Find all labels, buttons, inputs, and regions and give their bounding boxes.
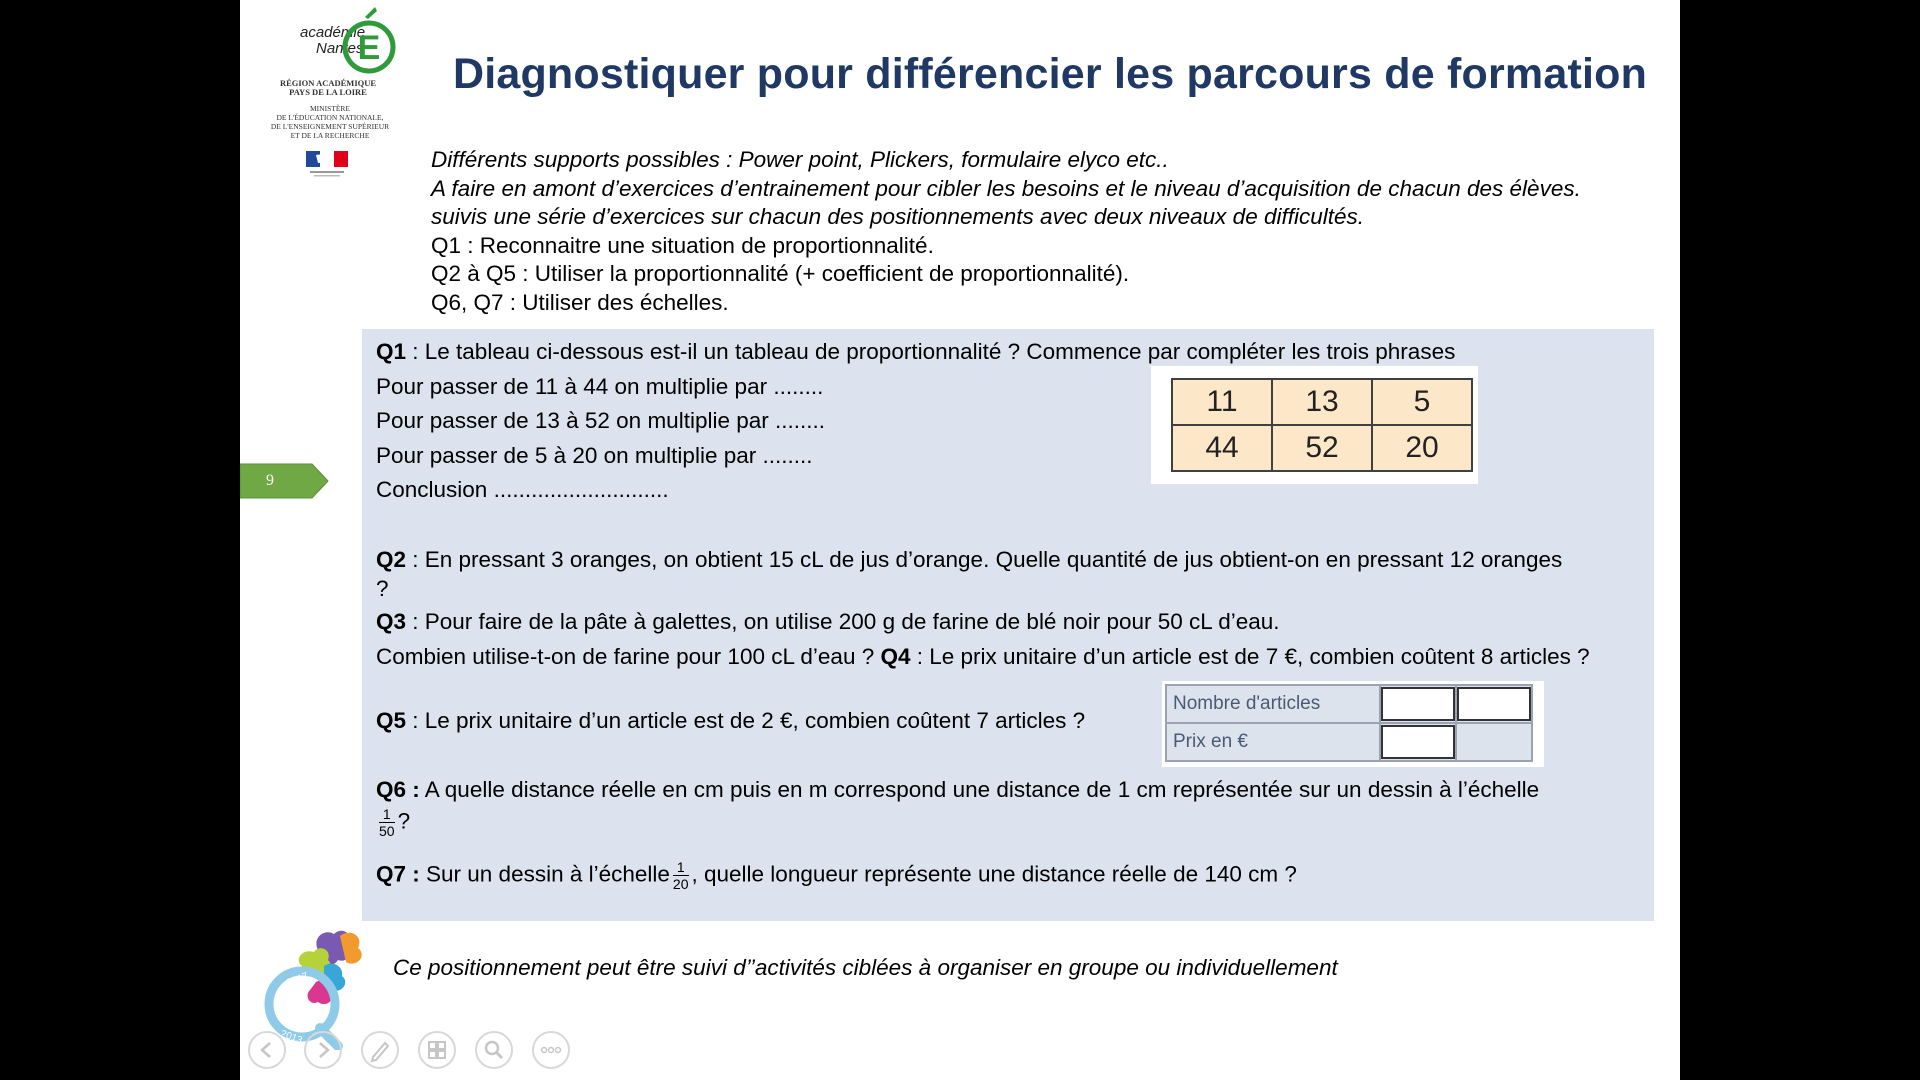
q5-label: Q5 (376, 708, 407, 733)
question-1 (376, 337, 1646, 366)
q6-label: Q6 : (376, 777, 420, 802)
chevron-left-icon (250, 1033, 284, 1067)
zoom-button[interactable] (475, 1031, 513, 1069)
q3-text: : Pour faire de la pâte à galettes, on utilise 200 g de farine de blé noir pour 50 cL d’eau. (406, 609, 1280, 634)
price-table-cell (1380, 723, 1456, 761)
academie-logo (240, 0, 440, 190)
fraction-denominator: 20 (672, 876, 689, 892)
logo-ministry-line4: ET DE LA RECHERCHE (290, 131, 370, 140)
q7-text-continued: , quelle longueur représente une distance réelle de 140 cm ? (691, 861, 1297, 887)
proportionality-table (1151, 366, 1478, 484)
q2-text: : En pressant 3 oranges, on obtient 15 cL de jus d’orange. Quelle quantité de jus obtient-on en pressant 12 oranges ? (376, 547, 1563, 601)
q1-line-c: Pour passer de 5 à 20 on multiplie par ........ (376, 443, 813, 468)
more-options-button[interactable] (532, 1031, 570, 1069)
slides-grid-icon (420, 1033, 454, 1067)
q6-text: A quelle distance réelle en cm puis en m correspond une distance de 1 cm représentée sur un dessin à l’échelle (419, 777, 1540, 802)
q3-text-continued: Combien utilise-t-on de farine pour 100 cL d’eau ? (376, 644, 881, 669)
scale-fraction (673, 859, 689, 892)
q4-label: Q4 (880, 644, 911, 669)
price-table-cell (1456, 685, 1532, 723)
slide-number: 9 (266, 472, 274, 489)
magnifier-icon (477, 1033, 511, 1067)
question-3 (376, 607, 1576, 636)
price-table-cell (1456, 723, 1532, 761)
q1-text: : Le tableau ci-dessous est-il un tableau de proportionnalité ? Commence par compléter les trois phrases (406, 339, 1456, 364)
q7-text: Sur un dessin à l’échelle (419, 861, 670, 887)
pen-icon (363, 1033, 397, 1067)
question-7 (376, 859, 1656, 892)
table-cell: 44 (1172, 425, 1272, 471)
question-2 (376, 545, 1576, 603)
table-cell: 52 (1272, 425, 1372, 471)
intro-description: A faire en amont d’exercices d’entrainement pour cibler les besoins et le niveau d’acquisition de chacun des élèves. suivis une série d’exercices sur chacun des positionnements avec deux niveaux de difficultés. (431, 175, 1581, 230)
previous-slide-button[interactable] (248, 1031, 286, 1069)
intro-q6-q7: Q6, Q7 : Utiliser des échelles. (431, 289, 729, 315)
table-cell: 11 (1172, 379, 1272, 425)
q1-line-a: Pour passer de 11 à 44 on multiplie par ........ (376, 374, 824, 399)
q1-conclusion: Conclusion ............................ (376, 477, 669, 502)
logo-ministry-line2: DE L'ÉDUCATION NATIONALE, (276, 113, 384, 122)
scale-fraction (379, 806, 395, 839)
q6-fraction-line (376, 806, 410, 839)
price-table-row-label: Prix en € (1166, 723, 1380, 761)
q4-text: : Le prix unitaire d’un article est de 7 €, combien coûtent 8 articles ? (910, 644, 1590, 669)
marianne-flag-icon (306, 151, 350, 179)
logo-academie-word: académie (300, 24, 366, 41)
q1-line-b: Pour passer de 13 à 52 on multiplie par ........ (376, 408, 826, 433)
table-cell: 20 (1372, 425, 1472, 471)
pen-tool-button[interactable] (361, 1031, 399, 1069)
q5-text: : Le prix unitaire d’un article est de 2 €, combien coûtent 7 articles ? (406, 708, 1086, 733)
fraction-numerator: 1 (673, 859, 689, 876)
see-all-slides-button[interactable] (418, 1031, 456, 1069)
next-slide-button[interactable] (304, 1031, 342, 1069)
price-table (1162, 681, 1544, 767)
price-table-row-label: Nombre d'articles (1166, 685, 1380, 723)
q1-label: Q1 (376, 339, 407, 364)
price-table-cell (1380, 685, 1456, 723)
intro-supports: Différents supports possibles : Power point, Plickers, formulaire elyco etc.. (431, 147, 1169, 172)
logo-city-word: Nantes (316, 40, 364, 57)
table-cell: 13 (1272, 379, 1372, 425)
more-dots-icon (534, 1033, 568, 1067)
logo-ministry-line1: MINISTÈRE (310, 104, 350, 113)
logo-e-icon (341, 3, 399, 75)
slide (240, 0, 1680, 1080)
badge-year-top: 2017 (285, 970, 310, 989)
logo-ministry-line3: DE L'ENSEIGNEMENT SUPÉRIEUR (270, 122, 390, 131)
table-cell: 5 (1372, 379, 1472, 425)
question-4 (376, 642, 1616, 671)
badge-year-bottom: 2013 (278, 1028, 304, 1047)
svg-text:E: E (357, 29, 381, 67)
intro-q2-q5: Q2 à Q5 : Utiliser la proportionnalité (+ coefficient de proportionnalité). (431, 261, 1130, 287)
q6-end: ? (397, 808, 411, 834)
q3-label: Q3 (376, 609, 407, 634)
question-6 (376, 775, 1656, 804)
slide-title: Diagnostiquer pour différencier les parcours de formation (452, 50, 1648, 98)
q2-label: Q2 (376, 547, 407, 572)
footer-note: Ce positionnement peut être suivi d’’activités ciblées à organiser en groupe ou individuellement (393, 955, 1338, 980)
logo-region-line1: RÉGION ACADÉMIQUE (279, 78, 377, 88)
slide-number-tag (240, 462, 330, 500)
q7-label: Q7 : (376, 861, 420, 887)
intro-q1: Q1 : Reconnaitre une situation de proportionnalité. (431, 232, 934, 258)
question-5 (376, 706, 1085, 735)
fraction-denominator: 50 (379, 823, 395, 839)
chevron-right-icon (306, 1033, 340, 1067)
intro-block (431, 146, 1611, 318)
fraction-numerator: 1 (379, 806, 395, 823)
logo-region-line2: PAYS DE LA LOIRE (289, 87, 367, 97)
